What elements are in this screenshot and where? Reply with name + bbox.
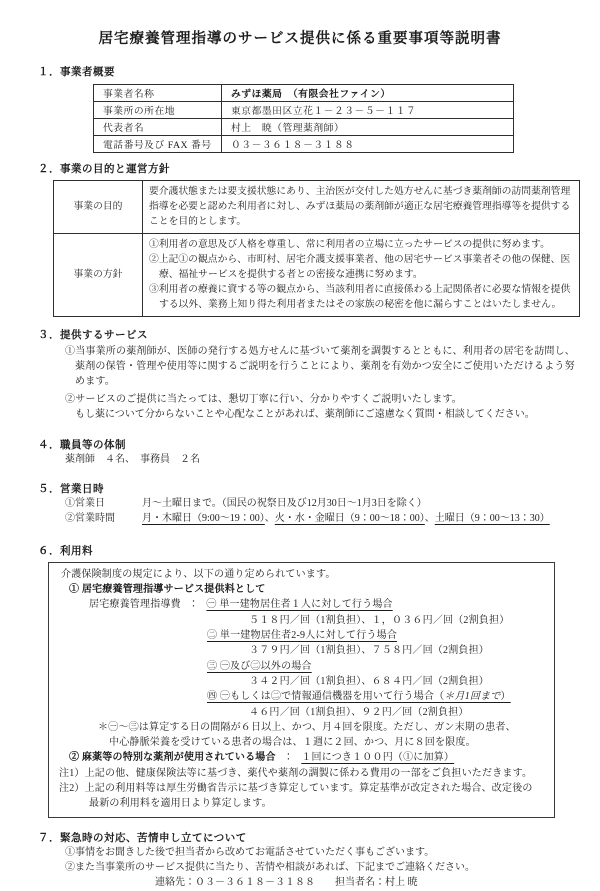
emergency-line-1: ①事情をお聞きした後で担当者から改めてお電話させていただく事もございます。 bbox=[65, 846, 435, 858]
fee-case-1-title: ㊀ 単一建物居住者１人に対して行う場合 bbox=[206, 599, 393, 611]
section-purpose-policy bbox=[0, 161, 600, 317]
fee-case-1-price: ５１８円／回（1割負担）、１，０３６円／回（2割負担） bbox=[249, 614, 510, 626]
service-item-2-continuation: もし薬について分からないことや心配なことがあれば、薬剤師にご遠慮なく質問・相談してください。 bbox=[75, 409, 535, 421]
fee-item-2-line bbox=[69, 750, 554, 765]
provider-table bbox=[93, 84, 514, 153]
purpose-text: 要介護状態または要支援状態にあり、主治医が交付した処方せんに基づき薬剤師の訪問薬剤管理指導を必要と認めた利用者に対し、みずほ薬局の薬剤師が適正な居宅療養管理指導等を提供することを目的とします。 bbox=[143, 181, 580, 234]
provider-name-value: みずほ薬局 （有限会社ファイン） bbox=[222, 85, 514, 102]
policy-text bbox=[143, 233, 580, 316]
fee-label: 居宅療養管理指導費 bbox=[89, 599, 181, 611]
section-provider-overview bbox=[0, 64, 600, 153]
provider-representative-value: 村上 暁（管理薬剤師） bbox=[222, 119, 514, 136]
provider-phone-value: ０３－３６１８－３１８８ bbox=[222, 136, 514, 153]
table-row bbox=[54, 233, 580, 316]
hours-separator: 、 bbox=[424, 513, 435, 525]
fee-case-2-title: ㊁ 単一建物居住者2-9人に対して行う場合 bbox=[207, 630, 398, 642]
fee-case-4-title: ㊃ ㊀もしくは㊁で情報通信機器を用いて行う場合（ bbox=[207, 691, 445, 703]
section-services bbox=[0, 327, 600, 423]
fee-remark-2-continuation: 最新の利用料を適用日より算定します。 bbox=[89, 798, 272, 810]
table-row bbox=[94, 136, 514, 153]
contact-info: 連絡先：０３－３６１８－３１８８ 担当者名：村上 暁 bbox=[155, 877, 418, 889]
section-5-heading: ５．営業日時 bbox=[38, 484, 104, 496]
purpose-label: 事業の目的 bbox=[54, 181, 143, 234]
business-days-label: ①営業日 bbox=[65, 498, 105, 510]
table-row bbox=[54, 181, 580, 234]
fee-box bbox=[48, 562, 555, 818]
hours-tue-wed-fri: 火・水・金曜日（9：00～18：00） bbox=[274, 513, 425, 525]
fee-colon: ： bbox=[180, 599, 207, 611]
document-title: 居宅療養管理指導のサービス提供に係る重要事項等説明書 bbox=[98, 31, 502, 47]
fee-note-line-2: 中心静脈栄養を受けている患者の場合は、１週に２回、かつ、月に８回を限度。 bbox=[109, 737, 476, 749]
section-staff bbox=[0, 437, 600, 467]
fee-item-2-value: １回につき１００円（①に加算） bbox=[301, 752, 455, 764]
staff-text: 薬剤師 ４名、 事務員 ２名 bbox=[65, 453, 200, 465]
section-1-heading: １．事業者概要 bbox=[38, 67, 115, 78]
section-4-heading: ４．職員等の体制 bbox=[38, 439, 126, 451]
business-hours-line bbox=[65, 511, 600, 526]
table-row bbox=[94, 85, 514, 102]
fee-note-line-1: ＊㊀～㊂は算定する日の間隔が６日以上、かつ、月４回を限度。ただし、ガン末期の患者、 bbox=[98, 721, 516, 733]
fee-case-4-line bbox=[207, 689, 554, 704]
fee-item-2-title: ② 麻薬等の特別な薬剤が使用されている場合 bbox=[69, 752, 276, 764]
policy-item-2: ②上記①の観点から、市町村、居宅介護支援事業者、他の居宅サービス事業者その他の保健、医療、福祉サービスを提供する者との密接な連携に努めます。 bbox=[149, 253, 571, 281]
business-days-line bbox=[65, 496, 600, 511]
fee-case-4-price: ４６円／回（1割負担）、９２円／回（2割負担） bbox=[249, 706, 469, 718]
provider-name-label: 事業者名称 bbox=[94, 85, 222, 102]
provider-representative-label: 代表者名 bbox=[94, 119, 222, 136]
policy-item-1: ①利用者の意思及び人格を尊重し、常に利用者の立場に立ったサービスの提供に努めます。 bbox=[149, 238, 550, 250]
section-7-heading: ７．緊急時の対応、苦情申し立てについて bbox=[38, 832, 247, 844]
fee-case-4-title-close: ） bbox=[500, 691, 511, 703]
fee-remark-1: 注1）上記の他、健康保険法等に基づき、薬代や薬剤の調製に係わる費用の一部をご負担いただきます。 bbox=[59, 767, 533, 779]
fee-case-2-line bbox=[207, 628, 554, 643]
section-3-heading: ３．提供するサービス bbox=[38, 329, 148, 341]
table-row bbox=[94, 119, 514, 136]
fee-case-3-price: ３４２円／回（1割負担）、６８４円／回（2割負担） bbox=[249, 675, 489, 687]
provider-address-label: 事業所の所在地 bbox=[94, 102, 222, 119]
fee-case-3-title: ㊂ ㊀及び㊁以外の場合 bbox=[207, 660, 312, 672]
emergency-line-2: ②また当事業所のサービス提供に当たり、苦情や相談があれば、下記までご連絡ください。 bbox=[65, 862, 475, 874]
hours-separator: 、 bbox=[264, 513, 275, 525]
provider-address-value: 東京都墨田区立花１－２３－５－１１７ bbox=[222, 102, 514, 119]
hours-saturday: 土曜日（9：00～13：30） bbox=[434, 513, 550, 525]
fee-case-4-limit-note: ＊月1回まで bbox=[444, 691, 501, 703]
section-business-hours bbox=[0, 481, 600, 527]
fee-case-3-line bbox=[207, 659, 554, 674]
fee-item-1-title: ① 居宅療養管理指導サービス提供料として bbox=[69, 584, 266, 596]
fee-intro: 介護保険制度の規定により、以下の通り定められています。 bbox=[61, 568, 336, 580]
service-item-1: ①当事業所の薬剤師が、医師の発行する処方せんに基づいて薬剤を調製するとともに、利用者の居宅を訪問し、薬剤の保管・管理や使用等に関するご説明を行うことにより、薬剤を有効かつ安全にご使用いただけるよう努めます。 bbox=[65, 345, 575, 388]
purpose-policy-table bbox=[53, 180, 580, 317]
section-emergency-complaints bbox=[0, 830, 600, 891]
fee-case-2-price: ３７９円／回（1割負担）、７５８円／回（2割負担） bbox=[249, 645, 489, 657]
table-row bbox=[94, 102, 514, 119]
section-2-heading: ２．事業の目的と運営方針 bbox=[38, 164, 170, 175]
section-fees bbox=[0, 543, 600, 818]
fee-item-2-colon: ： bbox=[275, 752, 302, 764]
fee-label-line bbox=[89, 597, 554, 612]
provider-phone-label: 電話番号及び FAX 番号 bbox=[94, 136, 222, 153]
fee-remark-2: 注2）上記の利用料等は厚生労働省告示に基づき算定しています。算定基準が改定された場合、改定後の bbox=[59, 783, 533, 795]
policy-item-3: ③利用者の療養に資する等の観点から、当該利用者に直接係わる上記関係者に必要な情報を提供する以外、業務上知り得た利用者またはその家族の秘密を他に漏らすことはいたしません。 bbox=[149, 284, 571, 311]
business-hours-label: ②営業時間 bbox=[65, 513, 115, 525]
service-item-2: ②サービスのご提供に当たっては、懇切丁寧に行い、分かりやすくご説明いたします。 bbox=[65, 393, 462, 405]
business-days-text: 月～土曜日まで。（国民の祝祭日及び12月30日～1月3日を除く） bbox=[142, 498, 427, 510]
hours-mon-thu: 月・木曜日（9:00～19：00） bbox=[142, 513, 265, 525]
policy-label: 事業の方針 bbox=[54, 233, 143, 316]
section-6-heading: ６．利用料 bbox=[38, 545, 93, 557]
